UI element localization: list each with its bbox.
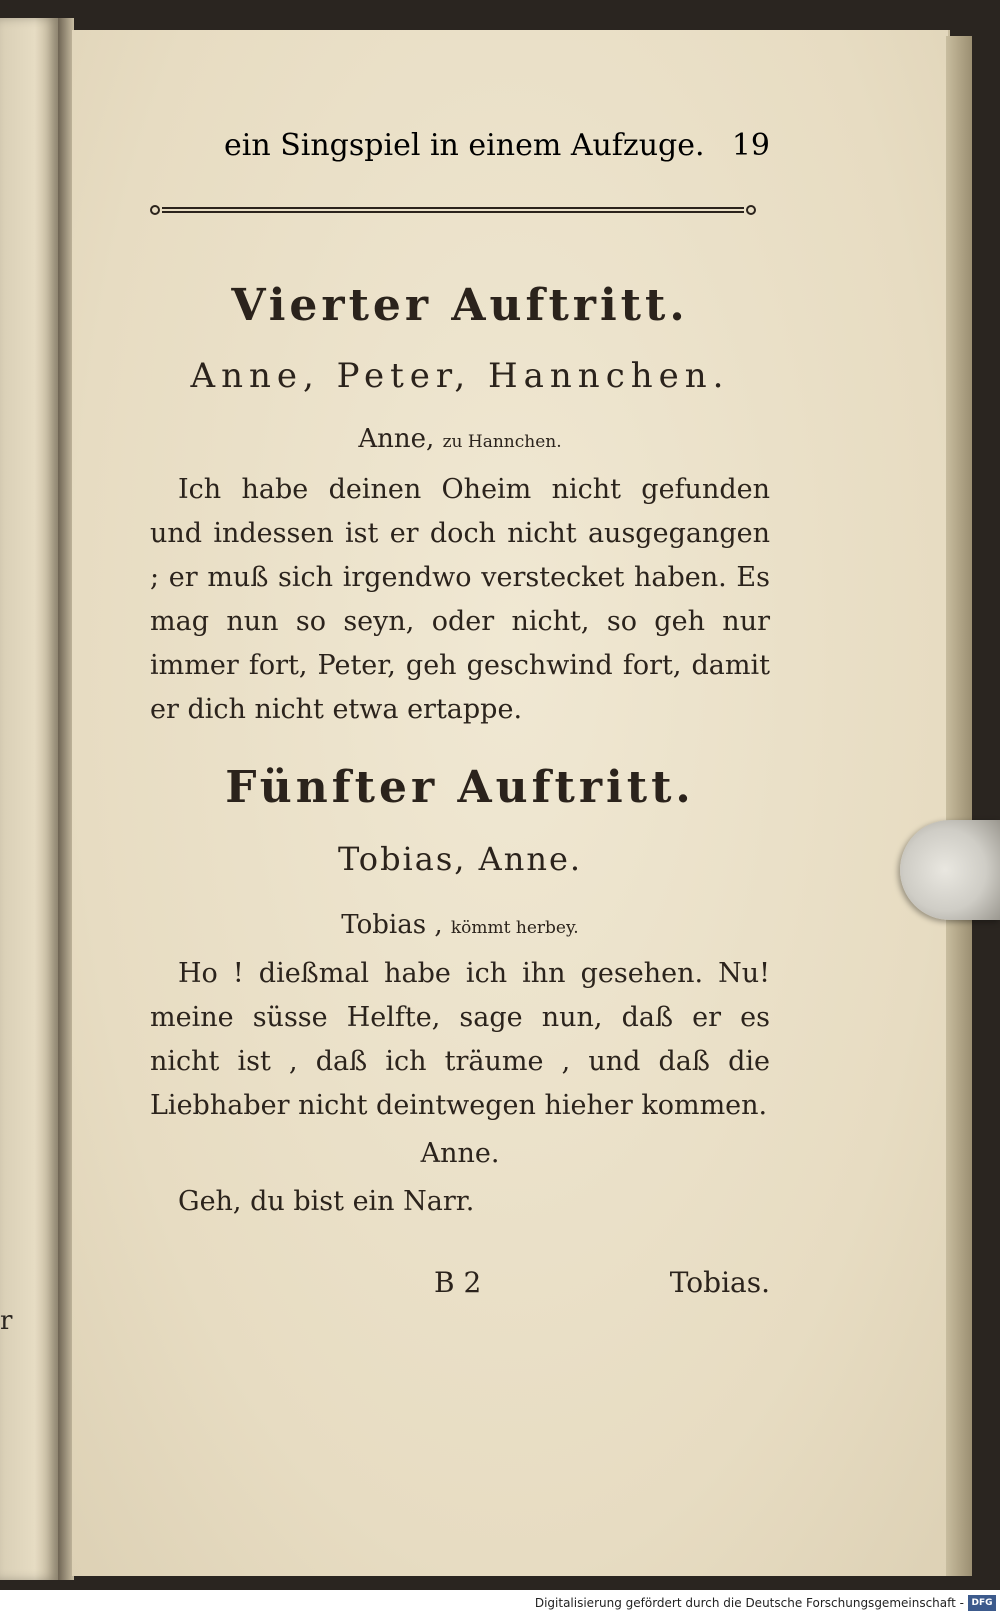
scene-heading: Vierter Auftritt. — [231, 280, 689, 331]
running-head-title: ein Singspiel in einem Aufzuge. — [224, 128, 705, 163]
speaker-name: Anne, — [358, 424, 435, 454]
dialogue-paragraph: Ich habe deinen Oheim nicht gefunden und indessen ist er doch nicht ausgegangen ; er muß sich irgendwo verstecket haben. Es mag nun so seyn, oder nicht, so geh nur immer fort, Peter, geh geschwind fort, damit er dich nicht etwa ertappe. — [150, 474, 770, 725]
stage-direction: zu Hannchen. — [442, 432, 562, 452]
dfg-logo-icon: DFG — [968, 1595, 996, 1611]
credit-bar — [0, 1590, 1000, 1619]
scene-cast: Anne, Peter, Hannchen. — [190, 356, 730, 396]
speaker-line — [150, 424, 770, 454]
page-footer — [150, 1266, 770, 1306]
rule-line — [162, 211, 744, 213]
rule-line — [162, 207, 744, 209]
dialogue-paragraph: Geh, du bist ein Narr. — [178, 1186, 475, 1217]
page-clip-icon — [900, 820, 1000, 920]
left-page-edge — [0, 18, 58, 1580]
scene-heading: Fünfter Auftritt. — [225, 762, 695, 813]
dialogue-paragraph: Ho ! dießmal habe ich ihn gesehen. Nu! meine süsse Helfte, sage nun, daß er es nicht ist , daß ich träume , und daß die Liebhaber nicht deintwegen hieher kommen. — [150, 958, 770, 1121]
ornamental-rule — [150, 204, 756, 216]
page-number: 19 — [731, 128, 770, 163]
speaker-name: Anne. — [420, 1138, 500, 1169]
catchword: Tobias. — [669, 1266, 770, 1299]
scene-cast: Tobias, Anne. — [337, 840, 583, 878]
stage-direction: kömmt herbey. — [450, 918, 579, 938]
left-page-fragment: r — [0, 1306, 13, 1336]
rule-end-left — [150, 205, 160, 215]
page-stack-edge — [946, 36, 972, 1576]
running-head — [224, 128, 770, 172]
signature-mark: B 2 — [434, 1266, 482, 1299]
rule-end-right — [746, 205, 756, 215]
credit-text: Digitalisierung gefördert durch die Deutsche Forschungsgemeinschaft - — [534, 1596, 964, 1610]
speaker-name: Tobias , — [341, 910, 443, 940]
speaker-line — [150, 910, 770, 940]
